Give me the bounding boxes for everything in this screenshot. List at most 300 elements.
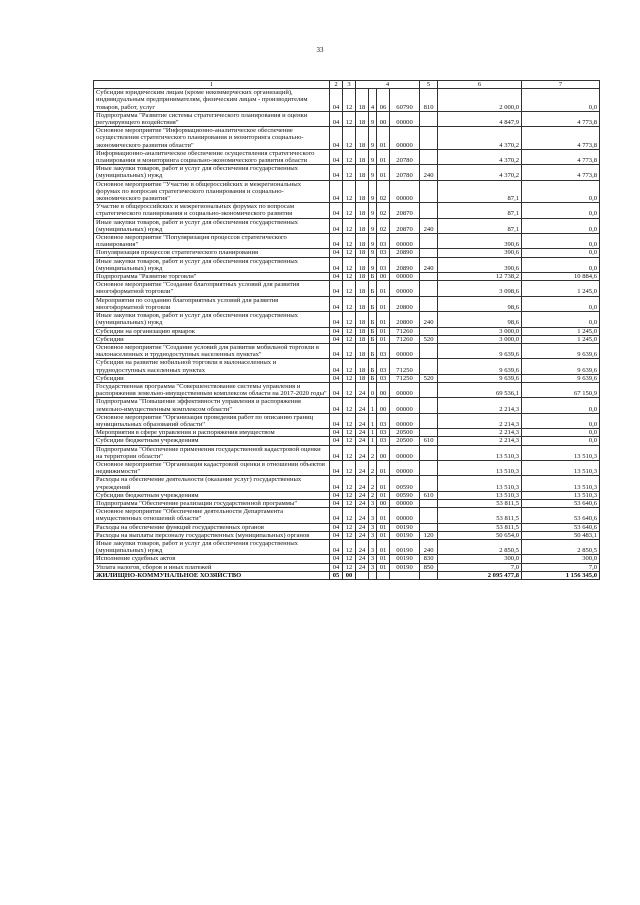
- direction-code-cell: 00000: [390, 398, 420, 413]
- expense-type-cell: 240: [420, 165, 438, 180]
- activity-code-cell: 01: [377, 281, 390, 296]
- subsection-code-cell: 12: [343, 398, 356, 413]
- amount-year-1-cell: 12 738,2: [438, 273, 522, 281]
- section-code-cell: 04: [330, 539, 343, 554]
- amount-year-1-cell: 87,1: [438, 180, 522, 203]
- subsection-code-cell: 12: [343, 180, 356, 203]
- subprogram-code-cell: Б: [369, 335, 377, 343]
- table-row: [94, 335, 600, 343]
- section-code-cell: 04: [330, 398, 343, 413]
- expense-type-cell: 240: [420, 539, 438, 554]
- subsection-code-cell: 12: [343, 563, 356, 571]
- program-code-cell: 18: [356, 273, 369, 281]
- direction-code-cell: 20800: [390, 312, 420, 327]
- amount-year-1-cell: 4 370,2: [438, 165, 522, 180]
- subprogram-code-cell: 9: [369, 249, 377, 257]
- amount-year-2-cell: 4 773,8: [522, 149, 600, 164]
- row-name-cell: Подпрограмма "Развитие торговли": [94, 273, 330, 281]
- activity-code-cell: 01: [377, 312, 390, 327]
- activity-code-cell: 01: [377, 165, 390, 180]
- table-row: [94, 343, 600, 358]
- amount-year-2-cell: 7,0: [522, 563, 600, 571]
- subprogram-code-cell: 1: [369, 398, 377, 413]
- row-name-cell: Субсидии: [94, 335, 330, 343]
- amount-year-2-cell: 4 773,8: [522, 111, 600, 126]
- program-code-cell: 24: [356, 531, 369, 539]
- subsection-code-cell: 12: [343, 89, 356, 112]
- subsection-code-cell: 12: [343, 281, 356, 296]
- activity-code-cell: 03: [377, 413, 390, 428]
- program-code-cell: 18: [356, 335, 369, 343]
- program-code-cell: 24: [356, 499, 369, 507]
- subsection-code-cell: 12: [343, 460, 356, 475]
- subprogram-code-cell: Б: [369, 343, 377, 358]
- section-code-cell: 04: [330, 523, 343, 531]
- row-name-cell: Уплата налогов, сборов и иных платежей: [94, 563, 330, 571]
- row-name-cell: Мероприятия по созданию благоприятных условий для развития многоформатной торговли: [94, 296, 330, 311]
- amount-year-1-cell: 3 000,0: [438, 327, 522, 335]
- expense-type-cell: 240: [420, 312, 438, 327]
- program-code-cell: 18: [356, 327, 369, 335]
- subsection-code-cell: 12: [343, 382, 356, 397]
- table-row: [94, 203, 600, 218]
- activity-code-cell: 00: [377, 398, 390, 413]
- section-code-cell: 04: [330, 203, 343, 218]
- activity-code-cell: 00: [377, 382, 390, 397]
- table-row: [94, 508, 600, 523]
- table-row: [94, 523, 600, 531]
- table-row: [94, 281, 600, 296]
- section-code-cell: 04: [330, 273, 343, 281]
- budget-table: [93, 80, 600, 580]
- activity-code-cell: 01: [377, 563, 390, 571]
- activity-code-cell: 00: [377, 499, 390, 507]
- subsection-code-cell: 12: [343, 445, 356, 460]
- table-row: [94, 312, 600, 327]
- subsection-code-cell: 12: [343, 165, 356, 180]
- direction-code-cell: 00000: [390, 127, 420, 150]
- section-code-cell: 04: [330, 508, 343, 523]
- expense-type-cell: 240: [420, 257, 438, 272]
- activity-code-cell: 00: [377, 111, 390, 126]
- direction-code-cell: 00000: [390, 382, 420, 397]
- activity-code-cell: 02: [377, 203, 390, 218]
- amount-year-2-cell: 1 245,0: [522, 327, 600, 335]
- subsection-code-cell: 12: [343, 555, 356, 563]
- direction-code-cell: 71250: [390, 359, 420, 374]
- section-code-cell: 04: [330, 234, 343, 249]
- activity-code-cell: 01: [377, 127, 390, 150]
- subsection-code-cell: 12: [343, 335, 356, 343]
- subprogram-code-cell: 1: [369, 429, 377, 437]
- header-cell: 3: [343, 81, 356, 89]
- direction-code-cell: 00000: [390, 445, 420, 460]
- subprogram-code-cell: 1: [369, 413, 377, 428]
- subsection-code-cell: 12: [343, 343, 356, 358]
- expense-type-cell: [420, 273, 438, 281]
- program-code-cell: 18: [356, 165, 369, 180]
- expense-type-cell: [420, 249, 438, 257]
- program-code-cell: 18: [356, 343, 369, 358]
- amount-year-1-cell: 2 214,3: [438, 429, 522, 437]
- amount-year-1-cell: 98,6: [438, 312, 522, 327]
- table-row: [94, 257, 600, 272]
- amount-year-1-cell: 2 000,0: [438, 89, 522, 112]
- section-code-cell: 04: [330, 327, 343, 335]
- subprogram-code-cell: 9: [369, 180, 377, 203]
- subprogram-code-cell: 3: [369, 539, 377, 554]
- row-name-cell: Иные закупки товаров, работ и услуг для обеспечения государственных (муниципальных) нужд: [94, 539, 330, 554]
- subsection-code-cell: 12: [343, 429, 356, 437]
- program-code-cell: 24: [356, 398, 369, 413]
- amount-year-2-cell: 9 639,6: [522, 343, 600, 358]
- program-code-cell: 24: [356, 563, 369, 571]
- activity-code-cell: 02: [377, 218, 390, 233]
- amount-year-1-cell: 390,6: [438, 249, 522, 257]
- section-code-cell: 05: [330, 571, 343, 579]
- row-name-cell: Подпрограмма "Повышение эффективности управления и распоряжения земельно-имущественным комплексом области": [94, 398, 330, 413]
- subprogram-code-cell: 3: [369, 555, 377, 563]
- activity-code-cell: 02: [377, 180, 390, 203]
- section-code-cell: 04: [330, 149, 343, 164]
- amount-year-2-cell: 13 510,3: [522, 460, 600, 475]
- program-code-cell: 24: [356, 491, 369, 499]
- program-code-cell: 18: [356, 218, 369, 233]
- direction-code-cell: 00590: [390, 491, 420, 499]
- activity-code-cell: 03: [377, 257, 390, 272]
- direction-code-cell: 60790: [390, 89, 420, 112]
- table-row: [94, 398, 600, 413]
- table-row: [94, 571, 600, 579]
- activity-code-cell: 03: [377, 374, 390, 382]
- subprogram-code-cell: 9: [369, 257, 377, 272]
- row-name-cell: Расходы на обеспечение функций государственных органов: [94, 523, 330, 531]
- table-row: [94, 539, 600, 554]
- expense-type-cell: [420, 429, 438, 437]
- amount-year-1-cell: 2 850,5: [438, 539, 522, 554]
- amount-year-2-cell: 1 156 345,0: [522, 571, 600, 579]
- amount-year-1-cell: 13 510,3: [438, 460, 522, 475]
- amount-year-1-cell: 53 811,5: [438, 499, 522, 507]
- page-number: 33: [316, 46, 324, 54]
- direction-code-cell: 00000: [390, 111, 420, 126]
- row-name-cell: ЖИЛИЩНО-КОММУНАЛЬНОЕ ХОЗЯЙСТВО: [94, 571, 330, 579]
- subsection-code-cell: 12: [343, 127, 356, 150]
- table-row: [94, 180, 600, 203]
- row-name-cell: Основное мероприятие "Популяризация процессов стратегического планирования": [94, 234, 330, 249]
- row-name-cell: Субсидии бюджетным учреждениям: [94, 437, 330, 445]
- amount-year-2-cell: 13 510,3: [522, 476, 600, 491]
- program-code-cell: 24: [356, 382, 369, 397]
- section-code-cell: 04: [330, 563, 343, 571]
- direction-code-cell: 20500: [390, 437, 420, 445]
- amount-year-2-cell: 2 850,5: [522, 539, 600, 554]
- subsection-code-cell: 12: [343, 257, 356, 272]
- expense-type-cell: [420, 499, 438, 507]
- table-row: [94, 555, 600, 563]
- expense-type-cell: [420, 476, 438, 491]
- activity-code-cell: 01: [377, 531, 390, 539]
- section-code-cell: 04: [330, 312, 343, 327]
- direction-code-cell: 00190: [390, 555, 420, 563]
- subprogram-code-cell: 2: [369, 460, 377, 475]
- activity-code-cell: 01: [377, 555, 390, 563]
- row-name-cell: Субсидии юридическим лицам (кроме некоммерческих организаций), индивидуальным предпринимателям, физическим лицам - производителям товаров, работ, услуг: [94, 89, 330, 112]
- amount-year-1-cell: 4 370,2: [438, 149, 522, 164]
- expense-type-cell: 120: [420, 531, 438, 539]
- section-code-cell: 04: [330, 476, 343, 491]
- amount-year-2-cell: 0,0: [522, 413, 600, 428]
- subprogram-code-cell: 4: [369, 89, 377, 112]
- amount-year-1-cell: 53 811,5: [438, 523, 522, 531]
- amount-year-2-cell: 4 773,8: [522, 165, 600, 180]
- expense-type-cell: [420, 149, 438, 164]
- direction-code-cell: 71260: [390, 335, 420, 343]
- subprogram-code-cell: 9: [369, 165, 377, 180]
- direction-code-cell: 00190: [390, 539, 420, 554]
- amount-year-1-cell: 3 098,6: [438, 281, 522, 296]
- expense-type-cell: [420, 127, 438, 150]
- subprogram-code-cell: 0: [369, 382, 377, 397]
- direction-code-cell: 20890: [390, 249, 420, 257]
- expense-type-cell: 610: [420, 491, 438, 499]
- expense-type-cell: [420, 398, 438, 413]
- direction-code-cell: 00000: [390, 460, 420, 475]
- direction-code-cell: 20500: [390, 429, 420, 437]
- amount-year-1-cell: 13 510,3: [438, 476, 522, 491]
- table-row: [94, 382, 600, 397]
- section-code-cell: 04: [330, 343, 343, 358]
- program-code-cell: 18: [356, 257, 369, 272]
- activity-code-cell: 03: [377, 437, 390, 445]
- amount-year-1-cell: 9 639,6: [438, 343, 522, 358]
- subprogram-code-cell: 9: [369, 203, 377, 218]
- expense-type-cell: 830: [420, 555, 438, 563]
- subsection-code-cell: 12: [343, 234, 356, 249]
- subprogram-code-cell: Б: [369, 327, 377, 335]
- activity-code-cell: 06: [377, 89, 390, 112]
- table-row: [94, 234, 600, 249]
- row-name-cell: Основное мероприятие "Обеспечение деятельности Департамента имущественных отношений области": [94, 508, 330, 523]
- program-code-cell: 24: [356, 523, 369, 531]
- header-cell: 5: [420, 81, 438, 89]
- amount-year-2-cell: 4 773,8: [522, 127, 600, 150]
- header-cell: 4: [356, 81, 420, 89]
- activity-code-cell: 01: [377, 523, 390, 531]
- program-code-cell: 18: [356, 149, 369, 164]
- header-cell: 6: [438, 81, 522, 89]
- subprogram-code-cell: Б: [369, 281, 377, 296]
- section-code-cell: 04: [330, 499, 343, 507]
- amount-year-2-cell: 13 510,3: [522, 491, 600, 499]
- amount-year-2-cell: 1 245,0: [522, 335, 600, 343]
- subprogram-code-cell: 1: [369, 437, 377, 445]
- row-name-cell: Мероприятия в сфере управления и распоряжения имуществом: [94, 429, 330, 437]
- subsection-code-cell: 00: [343, 571, 356, 579]
- table-row: [94, 491, 600, 499]
- amount-year-2-cell: 53 640,6: [522, 508, 600, 523]
- amount-year-2-cell: 0,0: [522, 180, 600, 203]
- subsection-code-cell: 12: [343, 499, 356, 507]
- expense-type-cell: [420, 359, 438, 374]
- table-row: [94, 327, 600, 335]
- program-code-cell: 24: [356, 555, 369, 563]
- section-code-cell: 04: [330, 413, 343, 428]
- table-row: [94, 476, 600, 491]
- program-code-cell: 24: [356, 413, 369, 428]
- activity-code-cell: 01: [377, 149, 390, 164]
- expense-type-cell: 850: [420, 563, 438, 571]
- section-code-cell: 04: [330, 165, 343, 180]
- subsection-code-cell: 12: [343, 413, 356, 428]
- amount-year-2-cell: 0,0: [522, 203, 600, 218]
- row-name-cell: Подпрограмма "Обеспечение реализации государственной программы": [94, 499, 330, 507]
- program-code-cell: 18: [356, 296, 369, 311]
- expense-type-cell: 520: [420, 335, 438, 343]
- subsection-code-cell: 12: [343, 312, 356, 327]
- subsection-code-cell: 12: [343, 437, 356, 445]
- expense-type-cell: [420, 382, 438, 397]
- table-row: [94, 429, 600, 437]
- row-name-cell: Основное мероприятие "Организация кадастровой оценки в отношении объектов недвижимости": [94, 460, 330, 475]
- amount-year-2-cell: 0,0: [522, 429, 600, 437]
- subsection-code-cell: 12: [343, 476, 356, 491]
- expense-type-cell: [420, 523, 438, 531]
- table-row: [94, 249, 600, 257]
- expense-type-cell: [420, 234, 438, 249]
- direction-code-cell: 00190: [390, 563, 420, 571]
- subprogram-code-cell: 9: [369, 127, 377, 150]
- section-code-cell: 04: [330, 359, 343, 374]
- row-name-cell: Иные закупки товаров, работ и услуг для обеспечения государственных (муниципальных) нужд: [94, 165, 330, 180]
- expense-type-cell: [420, 281, 438, 296]
- subsection-code-cell: 12: [343, 491, 356, 499]
- subsection-code-cell: 12: [343, 531, 356, 539]
- subprogram-code-cell: 9: [369, 234, 377, 249]
- subsection-code-cell: 12: [343, 273, 356, 281]
- amount-year-2-cell: 300,0: [522, 555, 600, 563]
- section-code-cell: 04: [330, 531, 343, 539]
- subsection-code-cell: 12: [343, 359, 356, 374]
- direction-code-cell: 00190: [390, 523, 420, 531]
- activity-code-cell: 03: [377, 234, 390, 249]
- header-cell: 1: [94, 81, 330, 89]
- table-row: [94, 374, 600, 382]
- table-row: [94, 531, 600, 539]
- amount-year-1-cell: 53 811,5: [438, 508, 522, 523]
- amount-year-1-cell: 9 639,6: [438, 374, 522, 382]
- subprogram-code-cell: Б: [369, 312, 377, 327]
- subprogram-code-cell: 9: [369, 149, 377, 164]
- amount-year-1-cell: 87,1: [438, 218, 522, 233]
- subsection-code-cell: 12: [343, 296, 356, 311]
- section-code-cell: 04: [330, 429, 343, 437]
- section-code-cell: 04: [330, 218, 343, 233]
- amount-year-2-cell: 0,0: [522, 312, 600, 327]
- amount-year-1-cell: 2 214,3: [438, 398, 522, 413]
- subprogram-code-cell: 3: [369, 499, 377, 507]
- amount-year-1-cell: 300,0: [438, 555, 522, 563]
- expense-type-cell: 520: [420, 374, 438, 382]
- row-name-cell: Расходы на выплаты персоналу государственных (муниципальных) органов: [94, 531, 330, 539]
- activity-code-cell: 03: [377, 429, 390, 437]
- direction-code-cell: [390, 571, 420, 579]
- amount-year-1-cell: 50 654,0: [438, 531, 522, 539]
- direction-code-cell: 00000: [390, 180, 420, 203]
- program-code-cell: 18: [356, 249, 369, 257]
- program-code-cell: 18: [356, 281, 369, 296]
- table-row: [94, 165, 600, 180]
- activity-code-cell: 01: [377, 460, 390, 475]
- row-name-cell: Иные закупки товаров, работ и услуг для обеспечения государственных (муниципальных) нужд: [94, 218, 330, 233]
- subsection-code-cell: 12: [343, 523, 356, 531]
- activity-code-cell: 03: [377, 249, 390, 257]
- table-row: [94, 111, 600, 126]
- subprogram-code-cell: 9: [369, 218, 377, 233]
- subsection-code-cell: 12: [343, 149, 356, 164]
- subprogram-code-cell: Б: [369, 359, 377, 374]
- activity-code-cell: 00: [377, 445, 390, 460]
- section-code-cell: 04: [330, 111, 343, 126]
- table-row: [94, 460, 600, 475]
- expense-type-cell: [420, 445, 438, 460]
- activity-code-cell: 03: [377, 359, 390, 374]
- subprogram-code-cell: [369, 571, 377, 579]
- section-code-cell: 04: [330, 382, 343, 397]
- section-code-cell: 04: [330, 555, 343, 563]
- table-header-row: [94, 81, 600, 89]
- row-name-cell: Основное мероприятие "Организация проведения работ по описанию границ муниципальных образований области": [94, 413, 330, 428]
- activity-code-cell: 01: [377, 335, 390, 343]
- amount-year-2-cell: 0,0: [522, 257, 600, 272]
- row-name-cell: Основное мероприятие "Создание условий для развития мобильной торговли в малонаселенных и труднодоступных населенных пунктах": [94, 343, 330, 358]
- row-name-cell: Субсидии на организацию ярмарок: [94, 327, 330, 335]
- program-code-cell: 18: [356, 89, 369, 112]
- subprogram-code-cell: 3: [369, 563, 377, 571]
- program-code-cell: 24: [356, 437, 369, 445]
- amount-year-2-cell: 1 245,0: [522, 281, 600, 296]
- activity-code-cell: [377, 571, 390, 579]
- amount-year-2-cell: 53 640,6: [522, 499, 600, 507]
- header-cell: 2: [330, 81, 343, 89]
- table-row: [94, 273, 600, 281]
- program-code-cell: 18: [356, 180, 369, 203]
- activity-code-cell: 03: [377, 343, 390, 358]
- row-name-cell: Субсидии на развитие мобильной торговли в малонаселенных и труднодоступных населенных пунктах: [94, 359, 330, 374]
- subprogram-code-cell: Б: [369, 374, 377, 382]
- amount-year-1-cell: 390,6: [438, 234, 522, 249]
- direction-code-cell: 20780: [390, 149, 420, 164]
- table-row: [94, 89, 600, 112]
- row-name-cell: Основное мероприятие "Создание благоприятных условий для развития многоформатной торговли": [94, 281, 330, 296]
- expense-type-cell: [420, 460, 438, 475]
- expense-type-cell: [420, 413, 438, 428]
- activity-code-cell: 01: [377, 491, 390, 499]
- amount-year-1-cell: 390,6: [438, 257, 522, 272]
- section-code-cell: 04: [330, 296, 343, 311]
- program-code-cell: 18: [356, 111, 369, 126]
- expense-type-cell: [420, 508, 438, 523]
- table-row: [94, 149, 600, 164]
- row-name-cell: Субсидии бюджетным учреждениям: [94, 491, 330, 499]
- subprogram-code-cell: 2: [369, 491, 377, 499]
- row-name-cell: Субсидии: [94, 374, 330, 382]
- section-code-cell: 04: [330, 460, 343, 475]
- section-code-cell: 04: [330, 437, 343, 445]
- row-name-cell: Государственная программа "Совершенствование системы управления и распоряжения земельно-имущественным комплексом области на 2017-2020 годы": [94, 382, 330, 397]
- row-name-cell: Иные закупки товаров, работ и услуг для обеспечения государственных (муниципальных) нужд: [94, 257, 330, 272]
- program-code-cell: 24: [356, 429, 369, 437]
